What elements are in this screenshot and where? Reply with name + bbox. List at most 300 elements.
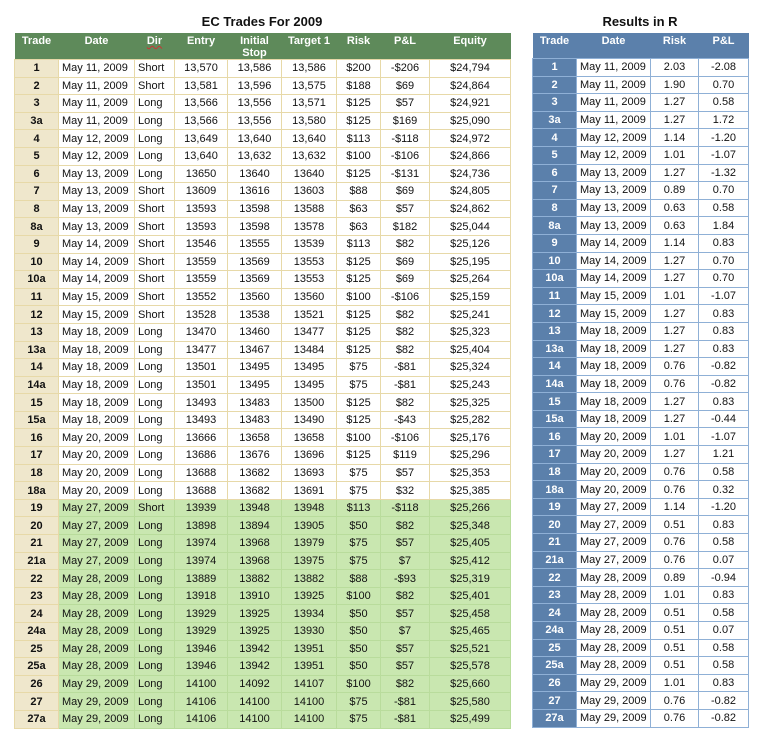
table-row <box>15 693 511 711</box>
cell-entry: 13559 <box>175 271 228 289</box>
results-cell-trade: 8a <box>533 217 577 235</box>
cell-risk: $188 <box>337 77 381 95</box>
cell-target-1: 13905 <box>282 517 337 535</box>
cell-equity: $25,385 <box>430 482 511 500</box>
cell-equity: $24,972 <box>430 130 511 148</box>
results-cell-trade: 15 <box>533 393 577 411</box>
cell-dir: Long <box>135 447 175 465</box>
results-cell-risk: 0.63 <box>651 217 699 235</box>
table-row <box>15 60 511 78</box>
results-row <box>533 569 749 587</box>
results-cell-trade: 19 <box>533 498 577 516</box>
results-row <box>533 322 749 340</box>
table-row <box>15 323 511 341</box>
cell-trade: 14a <box>15 376 59 394</box>
results-cell-date: May 11, 2009 <box>577 59 651 77</box>
cell-dir: Long <box>135 605 175 623</box>
cell-risk: $100 <box>337 675 381 693</box>
cell-initial-stop: 13682 <box>228 464 282 482</box>
cell-trade: 2 <box>15 77 59 95</box>
cell-equity: $24,805 <box>430 183 511 201</box>
cell-dir: Short <box>135 288 175 306</box>
cell-target-1: 13603 <box>282 183 337 201</box>
table-row <box>15 658 511 676</box>
cell-risk: $125 <box>337 165 381 183</box>
cell-pl: -$206 <box>381 60 430 78</box>
table-row <box>15 570 511 588</box>
results-cell-risk: 1.01 <box>651 146 699 164</box>
cell-pl: -$81 <box>381 376 430 394</box>
results-cell-date: May 28, 2009 <box>577 586 651 604</box>
cell-pl: $57 <box>381 535 430 553</box>
cell-risk: $50 <box>337 517 381 535</box>
cell-pl: $57 <box>381 200 430 218</box>
cell-target-1: 13951 <box>282 640 337 658</box>
cell-date: May 11, 2009 <box>59 95 135 113</box>
table-row <box>15 482 511 500</box>
cell-entry: 13546 <box>175 235 228 253</box>
cell-trade: 3a <box>15 112 59 130</box>
cell-entry: 13470 <box>175 323 228 341</box>
cell-date: May 28, 2009 <box>59 623 135 641</box>
results-cell-trade: 25 <box>533 639 577 657</box>
results-cell-pl: -1.07 <box>699 428 749 446</box>
results-cell-date: May 28, 2009 <box>577 657 651 675</box>
cell-trade: 15a <box>15 411 59 429</box>
cell-trade: 10 <box>15 253 59 271</box>
cell-equity: $24,794 <box>430 60 511 78</box>
cell-risk: $125 <box>337 95 381 113</box>
cell-dir: Long <box>135 552 175 570</box>
cell-risk: $63 <box>337 200 381 218</box>
cell-initial-stop: 13,632 <box>228 147 282 165</box>
cell-initial-stop: 13,556 <box>228 95 282 113</box>
cell-pl: -$93 <box>381 570 430 588</box>
results-cell-risk: 0.76 <box>651 709 699 727</box>
results-header-row <box>533 33 749 59</box>
results-cell-trade: 22 <box>533 569 577 587</box>
cell-trade: 21a <box>15 552 59 570</box>
table-row <box>15 376 511 394</box>
cell-trade: 15 <box>15 394 59 412</box>
cell-target-1: 13696 <box>282 447 337 465</box>
results-cell-date: May 13, 2009 <box>577 164 651 182</box>
results-row <box>533 59 749 77</box>
cell-equity: $25,126 <box>430 235 511 253</box>
cell-pl: -$106 <box>381 429 430 447</box>
cell-target-1: 13,632 <box>282 147 337 165</box>
cell-entry: 13593 <box>175 200 228 218</box>
results-cell-risk: 1.14 <box>651 234 699 252</box>
results-row <box>533 498 749 516</box>
table-row <box>15 183 511 201</box>
cell-entry: 13688 <box>175 482 228 500</box>
cell-equity: $25,264 <box>430 271 511 289</box>
cell-initial-stop: 13,640 <box>228 130 282 148</box>
cell-date: May 14, 2009 <box>59 235 135 253</box>
results-row <box>533 305 749 323</box>
results-cell-trade: 24a <box>533 622 577 640</box>
table-row <box>15 341 511 359</box>
cell-equity: $24,866 <box>430 147 511 165</box>
cell-pl: -$81 <box>381 693 430 711</box>
cell-risk: $75 <box>337 482 381 500</box>
cell-equity: $25,243 <box>430 376 511 394</box>
results-row <box>533 393 749 411</box>
cell-equity: $25,465 <box>430 623 511 641</box>
cell-risk: $75 <box>337 464 381 482</box>
cell-target-1: 13882 <box>282 570 337 588</box>
trades-table-body <box>15 60 511 729</box>
cell-entry: 13501 <box>175 359 228 377</box>
results-row <box>533 129 749 147</box>
results-cell-risk: 1.27 <box>651 446 699 464</box>
results-cell-risk: 1.27 <box>651 164 699 182</box>
cell-initial-stop: 13569 <box>228 271 282 289</box>
cell-date: May 11, 2009 <box>59 77 135 95</box>
cell-pl: $82 <box>381 587 430 605</box>
results-cell-date: May 18, 2009 <box>577 358 651 376</box>
cell-initial-stop: 13658 <box>228 429 282 447</box>
results-cell-pl: -0.44 <box>699 410 749 428</box>
results-cell-risk: 1.27 <box>651 94 699 112</box>
cell-pl: -$118 <box>381 499 430 517</box>
results-cell-pl: 0.83 <box>699 674 749 692</box>
results-cell-trade: 18a <box>533 481 577 499</box>
cell-date: May 20, 2009 <box>59 447 135 465</box>
results-cell-date: May 18, 2009 <box>577 340 651 358</box>
results-cell-pl: 0.70 <box>699 252 749 270</box>
results-cell-pl: 0.70 <box>699 270 749 288</box>
cell-dir: Short <box>135 499 175 517</box>
results-row <box>533 446 749 464</box>
results-header-date: Date <box>577 33 651 59</box>
cell-risk: $125 <box>337 306 381 324</box>
cell-equity: $25,044 <box>430 218 511 236</box>
results-row <box>533 674 749 692</box>
cell-dir: Short <box>135 60 175 78</box>
header-date: Date <box>59 33 135 60</box>
cell-equity: $25,521 <box>430 640 511 658</box>
results-cell-pl: 1.72 <box>699 111 749 129</box>
cell-dir: Short <box>135 306 175 324</box>
results-cell-date: May 20, 2009 <box>577 428 651 446</box>
table-row <box>15 253 511 271</box>
results-cell-risk: 0.76 <box>651 534 699 552</box>
cell-trade: 6 <box>15 165 59 183</box>
cell-date: May 27, 2009 <box>59 552 135 570</box>
cell-trade: 25 <box>15 640 59 658</box>
cell-target-1: 13521 <box>282 306 337 324</box>
cell-initial-stop: 13682 <box>228 482 282 500</box>
cell-date: May 11, 2009 <box>59 112 135 130</box>
cell-pl: $57 <box>381 658 430 676</box>
table-row <box>15 112 511 130</box>
cell-target-1: 13640 <box>282 165 337 183</box>
results-cell-pl: 0.58 <box>699 604 749 622</box>
table-row <box>15 464 511 482</box>
cell-dir: Long <box>135 587 175 605</box>
cell-equity: $25,282 <box>430 411 511 429</box>
cell-trade: 4 <box>15 130 59 148</box>
cell-target-1: 13560 <box>282 288 337 306</box>
cell-initial-stop: 13,596 <box>228 77 282 95</box>
results-row <box>533 287 749 305</box>
cell-trade: 18a <box>15 482 59 500</box>
results-cell-pl: 0.58 <box>699 534 749 552</box>
cell-initial-stop: 13925 <box>228 623 282 641</box>
results-cell-risk: 1.14 <box>651 498 699 516</box>
cell-target-1: 13553 <box>282 271 337 289</box>
table-row <box>15 200 511 218</box>
results-row <box>533 692 749 710</box>
cell-pl: $57 <box>381 464 430 482</box>
cell-target-1: 13578 <box>282 218 337 236</box>
results-cell-trade: 9 <box>533 234 577 252</box>
results-cell-risk: 1.27 <box>651 111 699 129</box>
results-cell-pl: 0.70 <box>699 76 749 94</box>
cell-initial-stop: 14100 <box>228 693 282 711</box>
table-row <box>15 517 511 535</box>
results-cell-date: May 20, 2009 <box>577 481 651 499</box>
results-cell-pl: 0.83 <box>699 234 749 252</box>
results-cell-date: May 27, 2009 <box>577 498 651 516</box>
cell-pl: $82 <box>381 517 430 535</box>
results-cell-risk: 0.51 <box>651 622 699 640</box>
cell-pl: $69 <box>381 77 430 95</box>
cell-date: May 20, 2009 <box>59 464 135 482</box>
cell-date: May 15, 2009 <box>59 288 135 306</box>
cell-target-1: 13495 <box>282 376 337 394</box>
cell-risk: $100 <box>337 587 381 605</box>
cell-pl: $7 <box>381 552 430 570</box>
results-cell-risk: 0.51 <box>651 639 699 657</box>
header-target-1: Target 1 <box>282 33 337 60</box>
table-row <box>15 147 511 165</box>
cell-trade: 22 <box>15 570 59 588</box>
results-row <box>533 252 749 270</box>
cell-entry: 13,566 <box>175 95 228 113</box>
cell-pl: $82 <box>381 323 430 341</box>
cell-equity: $25,296 <box>430 447 511 465</box>
cell-initial-stop: 13483 <box>228 411 282 429</box>
cell-dir: Long <box>135 640 175 658</box>
results-row <box>533 410 749 428</box>
cell-risk: $113 <box>337 130 381 148</box>
cell-entry: 13493 <box>175 411 228 429</box>
results-cell-risk: 1.27 <box>651 410 699 428</box>
table-row <box>15 235 511 253</box>
cell-dir: Short <box>135 77 175 95</box>
results-cell-date: May 11, 2009 <box>577 94 651 112</box>
cell-trade: 8a <box>15 218 59 236</box>
results-row <box>533 94 749 112</box>
cell-date: May 28, 2009 <box>59 658 135 676</box>
header-equity: Equity <box>430 33 511 60</box>
results-cell-pl: 0.58 <box>699 657 749 675</box>
results-cell-trade: 27 <box>533 692 577 710</box>
results-row <box>533 516 749 534</box>
cell-target-1: 13979 <box>282 535 337 553</box>
results-cell-trade: 13a <box>533 340 577 358</box>
results-cell-risk: 0.89 <box>651 569 699 587</box>
table-row <box>15 165 511 183</box>
cell-initial-stop: 13942 <box>228 640 282 658</box>
cell-date: May 12, 2009 <box>59 130 135 148</box>
results-row <box>533 586 749 604</box>
cell-target-1: 13539 <box>282 235 337 253</box>
cell-pl: $57 <box>381 640 430 658</box>
cell-dir: Long <box>135 429 175 447</box>
cell-entry: 13929 <box>175 605 228 623</box>
results-cell-pl: -0.82 <box>699 709 749 727</box>
cell-entry: 13889 <box>175 570 228 588</box>
results-header-risk: Risk <box>651 33 699 59</box>
results-row <box>533 551 749 569</box>
cell-equity: $24,864 <box>430 77 511 95</box>
cell-trade: 27 <box>15 693 59 711</box>
table-row <box>15 130 511 148</box>
results-row <box>533 146 749 164</box>
table-row <box>15 710 511 728</box>
results-cell-risk: 0.51 <box>651 604 699 622</box>
cell-dir: Long <box>135 323 175 341</box>
cell-trade: 13 <box>15 323 59 341</box>
cell-dir: Long <box>135 517 175 535</box>
results-cell-date: May 15, 2009 <box>577 305 651 323</box>
results-cell-risk: 0.63 <box>651 199 699 217</box>
table-row <box>15 429 511 447</box>
results-cell-risk: 0.89 <box>651 182 699 200</box>
cell-date: May 14, 2009 <box>59 271 135 289</box>
cell-dir: Short <box>135 218 175 236</box>
results-cell-risk: 0.76 <box>651 375 699 393</box>
cell-dir: Long <box>135 341 175 359</box>
cell-trade: 8 <box>15 200 59 218</box>
cell-risk: $75 <box>337 552 381 570</box>
results-cell-risk: 0.51 <box>651 657 699 675</box>
cell-target-1: 13951 <box>282 658 337 676</box>
cell-target-1: 13,640 <box>282 130 337 148</box>
cell-initial-stop: 13560 <box>228 288 282 306</box>
results-cell-date: May 29, 2009 <box>577 692 651 710</box>
results-row <box>533 199 749 217</box>
results-cell-date: May 18, 2009 <box>577 410 651 428</box>
cell-target-1: 13,580 <box>282 112 337 130</box>
cell-date: May 13, 2009 <box>59 200 135 218</box>
cell-risk: $100 <box>337 288 381 306</box>
table-row <box>15 271 511 289</box>
cell-equity: $25,241 <box>430 306 511 324</box>
table-row <box>15 605 511 623</box>
cell-pl: $82 <box>381 394 430 412</box>
results-cell-date: May 27, 2009 <box>577 551 651 569</box>
results-cell-trade: 20 <box>533 516 577 534</box>
results-cell-risk: 0.76 <box>651 358 699 376</box>
results-cell-date: May 11, 2009 <box>577 111 651 129</box>
cell-dir: Long <box>135 130 175 148</box>
results-header-pl: P&L <box>699 33 749 59</box>
cell-risk: $125 <box>337 341 381 359</box>
results-cell-date: May 18, 2009 <box>577 375 651 393</box>
cell-initial-stop: 13467 <box>228 341 282 359</box>
cell-dir: Short <box>135 253 175 271</box>
results-row <box>533 182 749 200</box>
results-cell-pl: -0.82 <box>699 358 749 376</box>
cell-target-1: 13975 <box>282 552 337 570</box>
table-row <box>15 411 511 429</box>
cell-equity: $25,404 <box>430 341 511 359</box>
results-cell-pl: 1.84 <box>699 217 749 235</box>
cell-initial-stop: 13,586 <box>228 60 282 78</box>
results-row <box>533 340 749 358</box>
results-cell-risk: 1.27 <box>651 340 699 358</box>
results-cell-risk: 1.01 <box>651 287 699 305</box>
cell-initial-stop: 13882 <box>228 570 282 588</box>
cell-pl: $69 <box>381 253 430 271</box>
cell-dir: Short <box>135 183 175 201</box>
cell-equity: $25,324 <box>430 359 511 377</box>
cell-target-1: 13500 <box>282 394 337 412</box>
table-row <box>15 77 511 95</box>
cell-initial-stop: 13483 <box>228 394 282 412</box>
cell-target-1: 13495 <box>282 359 337 377</box>
cell-date: May 29, 2009 <box>59 710 135 728</box>
cell-risk: $75 <box>337 359 381 377</box>
cell-initial-stop: 13495 <box>228 376 282 394</box>
cell-trade: 24 <box>15 605 59 623</box>
cell-initial-stop: 13894 <box>228 517 282 535</box>
cell-target-1: 13490 <box>282 411 337 429</box>
cell-pl: $82 <box>381 306 430 324</box>
results-row <box>533 709 749 727</box>
cell-pl: -$118 <box>381 130 430 148</box>
cell-pl: $169 <box>381 112 430 130</box>
results-cell-trade: 17 <box>533 446 577 464</box>
cell-equity: $25,176 <box>430 429 511 447</box>
results-cell-trade: 10a <box>533 270 577 288</box>
cell-trade: 26 <box>15 675 59 693</box>
cell-dir: Long <box>135 710 175 728</box>
results-cell-trade: 21 <box>533 534 577 552</box>
cell-trade: 1 <box>15 60 59 78</box>
cell-target-1: 13658 <box>282 429 337 447</box>
results-cell-trade: 5 <box>533 146 577 164</box>
cell-target-1: 14107 <box>282 675 337 693</box>
cell-target-1: 13925 <box>282 587 337 605</box>
cell-entry: 13929 <box>175 623 228 641</box>
cell-target-1: 13948 <box>282 499 337 517</box>
cell-equity: $25,580 <box>430 693 511 711</box>
results-cell-pl: 0.83 <box>699 586 749 604</box>
results-cell-date: May 28, 2009 <box>577 622 651 640</box>
cell-pl: -$81 <box>381 359 430 377</box>
results-cell-trade: 11 <box>533 287 577 305</box>
cell-entry: 13559 <box>175 253 228 271</box>
results-cell-pl: 1.21 <box>699 446 749 464</box>
cell-date: May 29, 2009 <box>59 675 135 693</box>
cell-equity: $24,736 <box>430 165 511 183</box>
cell-initial-stop: 13968 <box>228 535 282 553</box>
results-row <box>533 622 749 640</box>
cell-dir: Long <box>135 675 175 693</box>
trades-table <box>14 33 511 729</box>
cell-target-1: 13930 <box>282 623 337 641</box>
results-cell-risk: 1.90 <box>651 76 699 94</box>
results-cell-date: May 12, 2009 <box>577 146 651 164</box>
results-cell-date: May 20, 2009 <box>577 446 651 464</box>
results-cell-pl: 0.58 <box>699 94 749 112</box>
